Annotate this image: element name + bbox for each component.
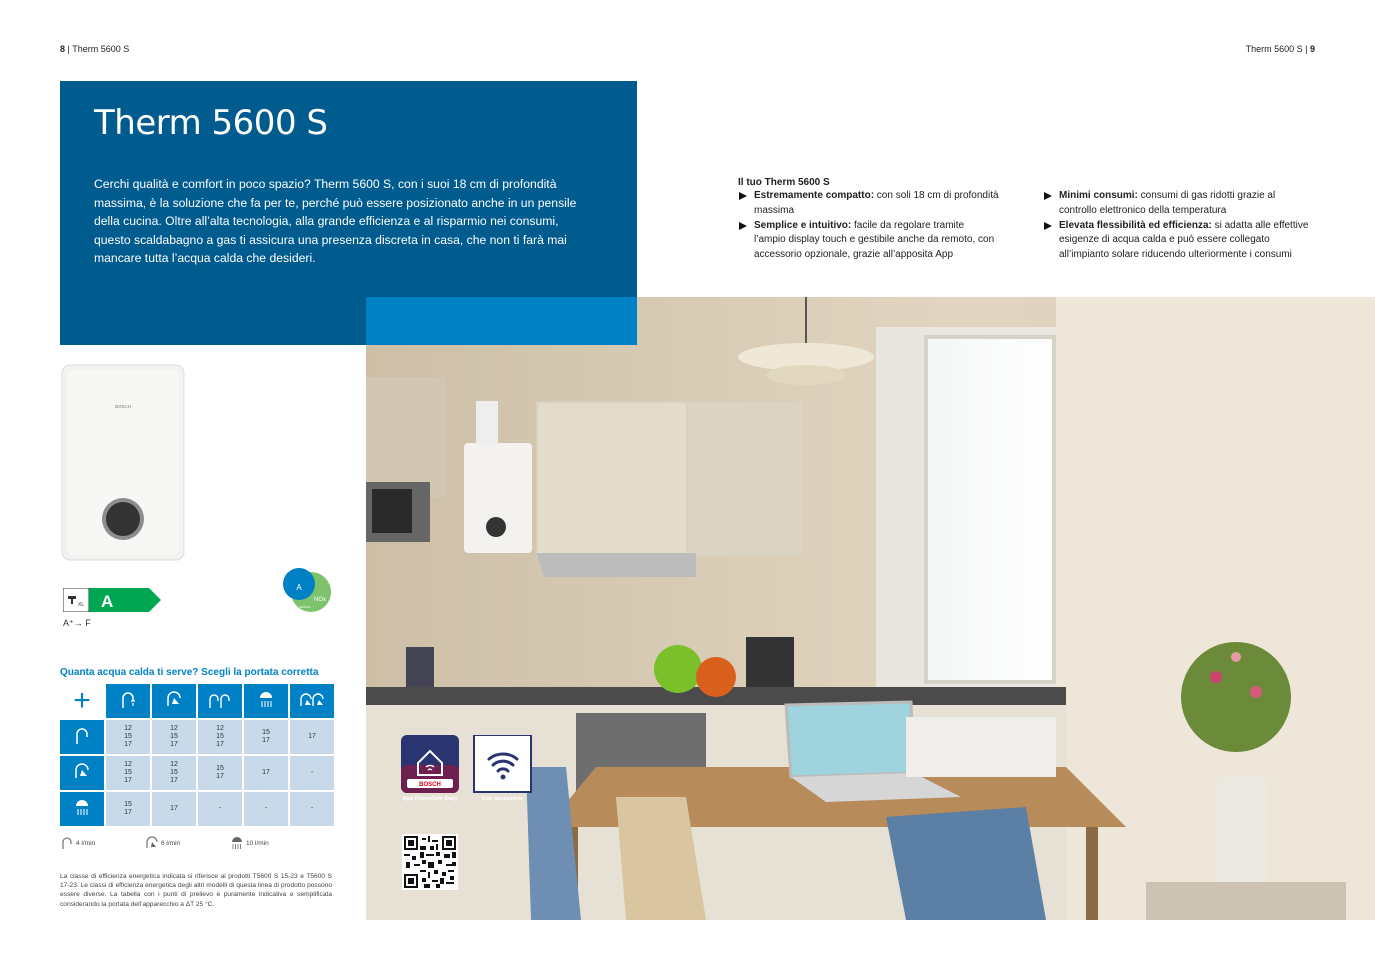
table-header-row bbox=[60, 684, 334, 718]
feature-title: Elevata flessibilità ed efficienza: bbox=[1059, 219, 1212, 231]
features-heading: Il tuo Therm 5600 S bbox=[738, 177, 830, 188]
legend-item bbox=[230, 836, 269, 850]
feature-title: Minimi consumi: bbox=[1059, 190, 1138, 201]
table-row bbox=[60, 720, 334, 754]
table-cell: 15 17 bbox=[198, 756, 242, 790]
feature-item bbox=[738, 189, 1018, 219]
qr-code[interactable] bbox=[402, 834, 458, 890]
table-cell: 12 15 17 bbox=[198, 720, 242, 754]
feature-text: si adatta alle effettive esigenze di acqua calda e può essere collegato all’impianto solare riducendo ulteriormente i consumi bbox=[1059, 219, 1309, 261]
app1-caption: App HomeCom Easy bbox=[402, 796, 458, 802]
app-brand: BOSCH bbox=[419, 782, 441, 788]
double-shower-icon bbox=[290, 684, 334, 718]
rain-shower-icon bbox=[60, 792, 104, 826]
flow-table bbox=[58, 682, 336, 828]
accent-strip bbox=[366, 297, 637, 345]
features-left-column bbox=[738, 189, 1018, 263]
table-cell: - bbox=[198, 792, 242, 826]
table-cell: - bbox=[244, 792, 288, 826]
energy-label bbox=[63, 588, 163, 629]
shower-icon bbox=[152, 684, 196, 718]
legend-label: 6 l/min bbox=[161, 839, 181, 847]
legend-item bbox=[60, 836, 95, 850]
legend-label: 4 l/min bbox=[76, 839, 96, 847]
page-title: Therm 5600 S bbox=[94, 103, 328, 143]
table-cell: - bbox=[290, 792, 334, 826]
energy-class: A bbox=[101, 592, 114, 611]
footnote: La classe di efficienza energetica indicata si riferisce ai prodotti T5600 S 15-23 e T5600 S 17-23. Le classi di efficienza energetica degli altri modelli di questa linea di prodotto possono essere diverse. La tabella con i punti di prelievo è puramente indicativa e semplificata considerando la portata dell’apparecchio a ΔT 25 °C. bbox=[60, 873, 332, 908]
shower-icon bbox=[60, 756, 104, 790]
table-cell: 12 15 17 bbox=[106, 756, 150, 790]
feature-item bbox=[738, 219, 998, 263]
table-cell: 15 17 bbox=[106, 792, 150, 826]
feature-title: Semplice e intuitivo: bbox=[754, 219, 852, 231]
nox-class: A bbox=[296, 583, 302, 592]
shower-icon bbox=[145, 836, 159, 850]
tap-icon bbox=[60, 836, 74, 850]
kitchen-photo bbox=[366, 297, 1375, 920]
legend-label: 10 l/min bbox=[246, 839, 269, 847]
feature-text: facile da regolare tramite l’ampio display touch e gestibile anche da remoto, con accessorio opzionale, grazie all’apposita App bbox=[754, 219, 995, 261]
table-cell: 15 17 bbox=[244, 720, 288, 754]
rain-shower-icon bbox=[230, 836, 244, 850]
nox-badge bbox=[283, 564, 333, 614]
right-page-number: 9 bbox=[1309, 44, 1315, 54]
feature-text: consumi di gas ridotti grazie al controllo elettronico della temperatura bbox=[1059, 190, 1276, 216]
table-cell: 12 15 17 bbox=[152, 756, 196, 790]
plus-icon: + bbox=[60, 684, 104, 718]
tap-icon bbox=[60, 720, 104, 754]
intro-paragraph: Cerchi qualità e comfort in poco spazio? Therm 5600 S, con i suoi 18 cm di profondità massima, è la soluzione che fa per te, perché può essere posizionato anche in un pensile della cucina. Oltre all’alta tecnologia, alla grande efficienza e al risparmio nei consumi, questo scaldabagno a gas ti assicura una presenza discreta in casa, che non ti farà mai mancare tutta l’acqua calda che desideri. bbox=[94, 177, 577, 266]
left-page-number: 8 bbox=[60, 44, 66, 54]
table-row bbox=[60, 756, 334, 790]
flow-table-title: Quanta acqua calda ti serve? Scegli la portata corretta bbox=[60, 667, 319, 678]
table-cell: 12 15 17 bbox=[152, 720, 196, 754]
features-block bbox=[738, 176, 1338, 261]
energy-tag: XL bbox=[78, 602, 85, 608]
boiler-product-image bbox=[61, 364, 185, 561]
tap-icon bbox=[106, 684, 150, 718]
table-cell: 17 bbox=[290, 720, 334, 754]
boiler-brand-logo: BOSCH bbox=[114, 404, 132, 409]
feature-title: Estremamente compatto: bbox=[754, 190, 875, 201]
table-cell: 17 bbox=[152, 792, 196, 826]
left-running-title: Therm 5600 S bbox=[72, 44, 130, 54]
feature-item bbox=[1043, 219, 1315, 263]
energy-range: A⁺→ F bbox=[63, 618, 91, 628]
right-running-title: Therm 5600 S bbox=[1245, 44, 1303, 54]
table-row bbox=[60, 792, 334, 826]
table-cell: 12 15 17 bbox=[106, 720, 150, 754]
table-cell: 17 bbox=[244, 756, 288, 790]
legend-item bbox=[145, 836, 180, 850]
left-folio: 8 | Therm 5600 S bbox=[60, 44, 130, 54]
feature-text: con soli 18 cm di profondità massima bbox=[754, 190, 999, 216]
tap-tap-icon bbox=[198, 684, 242, 718]
app2-caption: Con accessorio bbox=[481, 796, 524, 802]
feature-item bbox=[1043, 189, 1293, 219]
table-cell: - bbox=[290, 756, 334, 790]
features-right-column bbox=[1043, 189, 1323, 263]
rain-shower-icon bbox=[244, 684, 288, 718]
nox-label: NOx bbox=[314, 597, 326, 603]
right-folio: Therm 5600 S | 9 bbox=[1245, 44, 1315, 54]
nox-brand: BOSCH bbox=[299, 605, 311, 609]
